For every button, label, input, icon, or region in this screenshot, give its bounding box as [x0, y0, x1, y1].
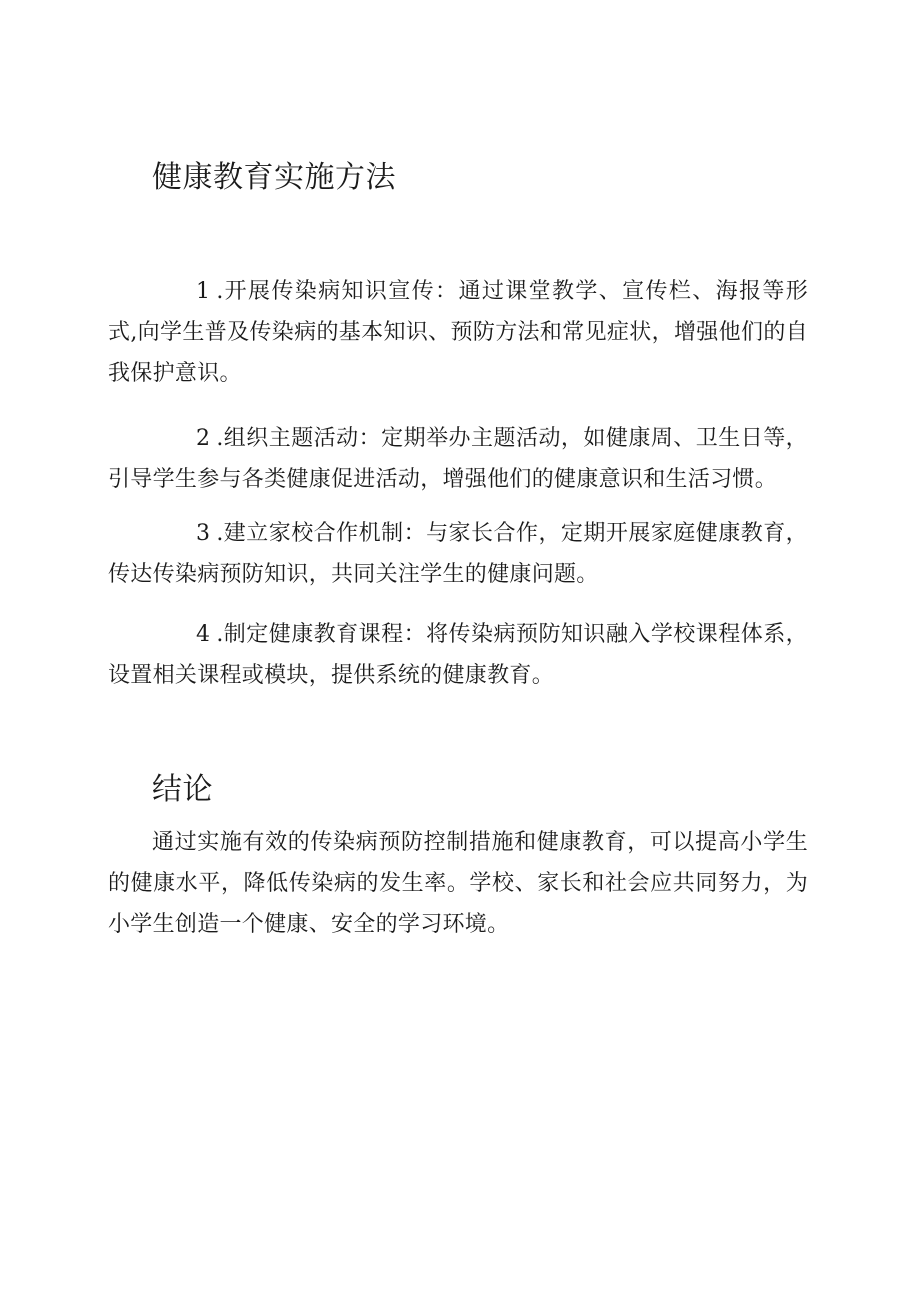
list-item-number: 1 [196, 279, 211, 304]
list-item [108, 418, 808, 500]
list-item-text: .制定健康教育课程：将传染病预防知识融入学校课程体系，设置相关课程或模块，提供系统的健康教育。 [108, 622, 808, 688]
list-item-text: .建立家校合作机制：与家长合作，定期开展家庭健康教育，传达传染病预防知识，共同关注学生的健康问题。 [108, 521, 808, 587]
section-heading-methods: 健康教育实施方法 [152, 160, 396, 195]
list-item [108, 513, 808, 595]
list-item-number: 3 [196, 521, 211, 546]
list-item-text: .组织主题活动：定期举办主题活动，如健康周、卫生日等，引导学生参与各类健康促进活动，增强他们的健康意识和生活习惯。 [108, 426, 808, 492]
list-item-text: .开展传染病知识宣传：通过课堂教学、宣传栏、海报等形式,向学生普及传染病的基本知识、预防方法和常见症状，增强他们的自我保护意识。 [108, 279, 808, 386]
conclusion-paragraph: 通过实施有效的传染病预防控制措施和健康教育，可以提高小学生的健康水平，降低传染病的发生率。学校、家长和社会应共同努力，为小学生创造一个健康、安全的学习环境。 [108, 830, 808, 937]
list-item-number: 4 [196, 622, 211, 647]
list-item [108, 614, 808, 696]
list-item [108, 271, 808, 394]
section-heading-conclusion: 结论 [152, 772, 213, 807]
list-item-number: 2 [196, 426, 211, 451]
